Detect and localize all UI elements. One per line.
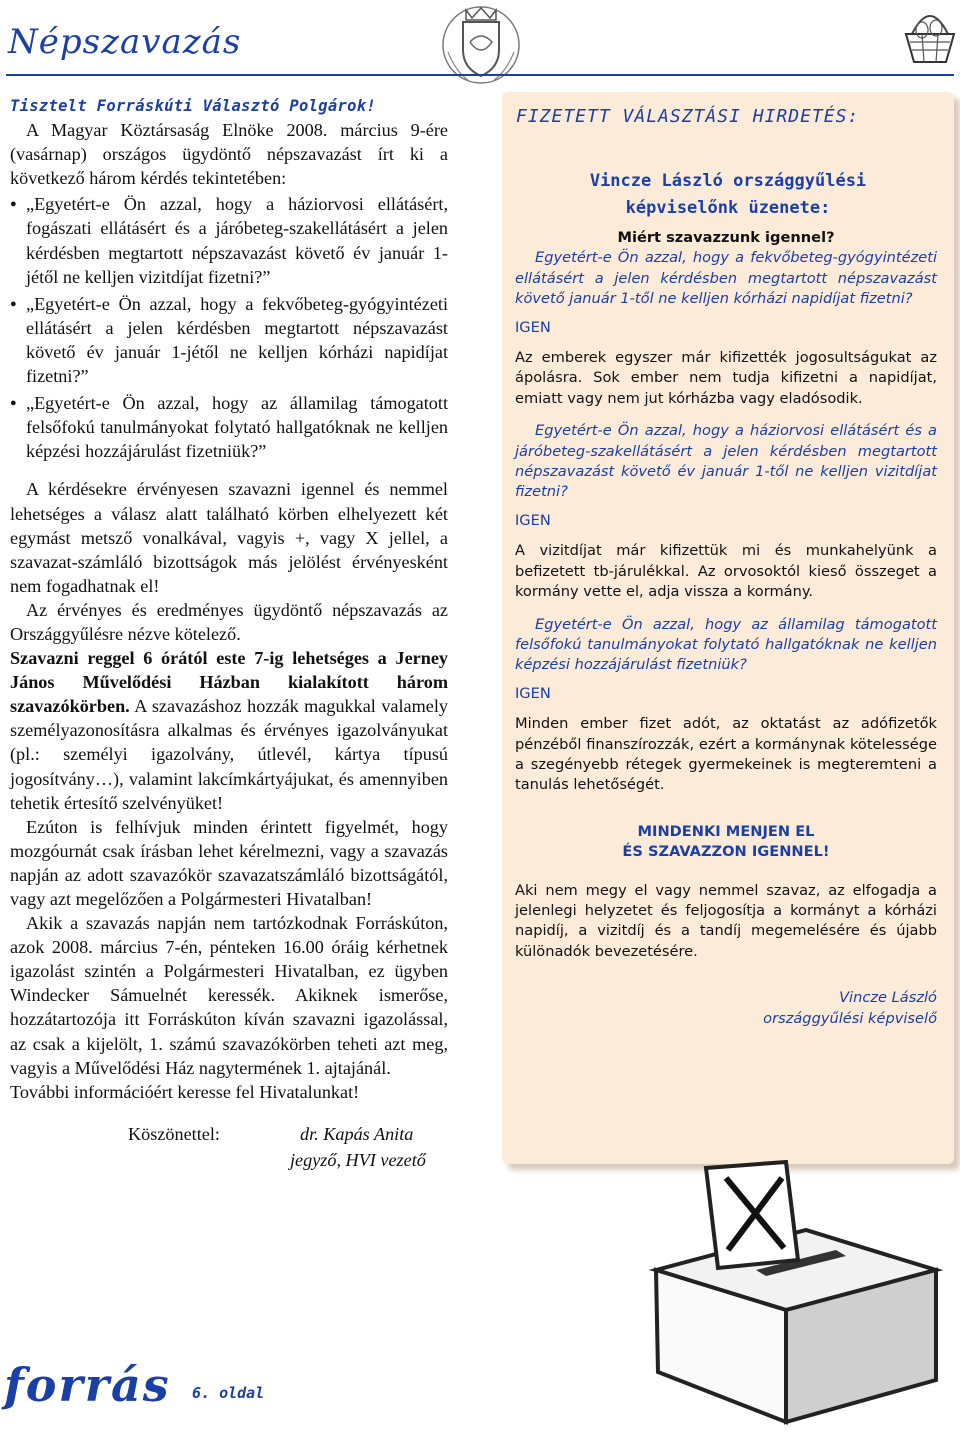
basket-icon [902, 4, 958, 68]
ad-reason: Az emberek egyszer már kifizették jogosultságukat az ápolásra. Sok ember nem tudja kifizetni a napidíjat, emiatt vagy nem jut kórházba vagy eladósodik. [515, 349, 937, 407]
ad-question: Egyetért-e Ön azzal, hogy a fekvőbeteg-gyógyintézeti ellátásért a jelen kérdésben megtartott népszavazást követő január 1-től ne kelljen kórházi napidíjat fizetni? [515, 249, 937, 308]
ad-signer-name: Vincze László [839, 989, 937, 1007]
absentee-paragraph: Akik a szavazás napján nem tartózkodnak Forráskúton, azok 2008. március 7-én, pénteken 16.00 óráig kérhetnek igazolást szintén a Polgármesteri Hivatalban, ez ügyben Windecker Sámuelnét keressék. Akiknek ismerőse, hozzátartozója itt Forráskúton kíván szavazni igazolással, az csak a kijelölt, 1. számú szavazókörben teheti azt meg, vagyis a Művelődési Ház nagytermének 1. ajtajánál. [10, 913, 448, 1078]
forras-logo: forrás [4, 1358, 171, 1412]
ballot-box-icon [636, 1160, 948, 1430]
ad-heading: FIZETETT VÁLASZTÁSI HIRDETÉS: [516, 106, 860, 127]
page-title: Népszavazás [8, 22, 242, 62]
ad-subheading-line2: képviselőnk üzenete: [625, 198, 831, 218]
page-number: 6. oldal [192, 1384, 265, 1402]
ad-question: Egyetért-e Ön azzal, hogy a háziorvosi ellátásért és a járóbeteg-szakellátásért a jelen kérdésben megtartott népszavazást követő év január 1-től ne kelljen vizitdíjat fizetni? [515, 422, 937, 501]
mobile-ballot-paragraph: Ezúton is felhívjuk minden érintett figyelmét, hogy mozgóurnát csak írásban lehet kérelmezni, vagy a szavazás napján az adott szavazókör szavazatszámláló bizottságától, vagy azt megelőzően a Polgármesteri Hivatalban! [10, 816, 448, 909]
signature-block [10, 1122, 448, 1174]
intro-paragraph: A Magyar Köztársaság Elnöke 2008. március 9-ére (vasárnap) országos ügydöntő népszavazást írt ki a következő három kérdés tekintetében: [10, 120, 448, 189]
voting-rules-paragraph: A kérdésekre érvényesen szavazni igennel és nemmel lehetséges a válasz alatt található körben elhelyezett két egymást metsző vonalkával, vagyis +, vagy X jellel, a szavazat-számláló bizottságok más jelölést érvényesként nem fogadhatnak el! [10, 479, 448, 596]
voting-time-bold: Szavazni reggel 6 órától este 7-ig lehetséges a Jerney János Művelődési Házban kialakított három szavazókörben. [10, 648, 448, 717]
info-paragraph: További információért keresse fel Hivatalunkat! [10, 1081, 360, 1102]
call-to-action-line1: MINDENKI MENJEN EL [637, 822, 815, 840]
ad-subheading [502, 168, 954, 222]
ad-body [515, 228, 937, 1029]
ad-signer-role: országgyűlési képviselő [763, 1009, 937, 1027]
ad-question: Egyetért-e Ön azzal, hogy az államilag támogatott felsőfokú tanulmányokat folytató hallgatóknak ne kelljen képzési hozzájárulást fizetniük? [515, 615, 937, 674]
ad-answer-yes: IGEN [515, 511, 551, 529]
greeting: Tisztelt Forráskúti Választó Polgárok! [10, 97, 377, 115]
why-heading: Miért szavazzunk igennel? [617, 229, 835, 246]
list-item: ● „Egyetért-e Ön azzal, hogy a háziorvosi ellátásért, fogászati ellátásért és a járóbeteg-szakellátásért a jelen kérdésben megtartott népszavazást követő év január 1-jétől ne kelljen vizitdíjat fizetni?” [26, 192, 448, 288]
question-list [10, 192, 448, 463]
closing-paragraph: Aki nem megy el vagy nemmel szavaz, az elfogadja a jelenlegi helyzetet és feljogosítja a kormányt a kórházi napidíj, a vizitdíj és a tandíj megemelésére és újabb különadók bevezetésére. [515, 881, 937, 960]
header-divider [6, 74, 954, 76]
thanks-text: Köszönettel: [128, 1123, 220, 1144]
ad-reason: A vizitdíjat már kifizettük mi és munkahelyünk a befizetett tb-járulékkal. Az orvosoktól kieső összeget a kormány vette el, adja vissza a kormány. [515, 542, 937, 601]
voting-time-rest: A szavazáshoz hozzák magukkal valamely személyazonosításra alkalmas és érvényes igazolványukat (pl.: személyi igazolvány, útlevél, kártya típusú jogosítvány…), valamint lakcímkártyájukat, és amennyiben tehetik értesítő szelvényüket! [10, 696, 448, 813]
signer-name: dr. Kapás Anita [300, 1123, 414, 1144]
ad-signature [515, 988, 937, 1029]
left-column [10, 94, 448, 1174]
ad-subheading-line1: Vincze László országgyűlési [589, 171, 867, 191]
list-item: ● „Egyetért-e Ön azzal, hogy az államilag támogatott felsőfokú tanulmányokat folytató hallgatóknak ne kelljen képzési hozzájárulást fizetniük?” [26, 391, 448, 463]
validity-paragraph: Az érvényes és eredményes ügydöntő népszavazás az Országgyűlésre nézve kötelező. [10, 599, 448, 644]
call-to-action [515, 822, 937, 863]
call-to-action-line2: ÉS SZAVAZZON IGENNEL! [622, 843, 830, 861]
list-item: ● „Egyetért-e Ön azzal, hogy a fekvőbeteg-gyógyintézeti ellátásért a jelen kérdésben megtartott népszavazást követő év január 1-jétől ne kelljen kórházi napidíjat fizetni?” [26, 292, 448, 388]
paid-advertisement-box [502, 92, 954, 1164]
signer-role: jegyző, HVI vezető [290, 1149, 426, 1170]
ad-answer-yes: IGEN [515, 318, 551, 336]
ad-answer-yes: IGEN [515, 684, 551, 702]
voting-time-paragraph [10, 646, 448, 815]
ad-reason: Minden ember fizet adót, az oktatást az adófizetők pénzéből finanszírozzák, ezért a kormánynak kötelessége a szegényebb rétegek gyermekeinek is megteremteni a tanulás lehetőségét. [515, 715, 937, 794]
